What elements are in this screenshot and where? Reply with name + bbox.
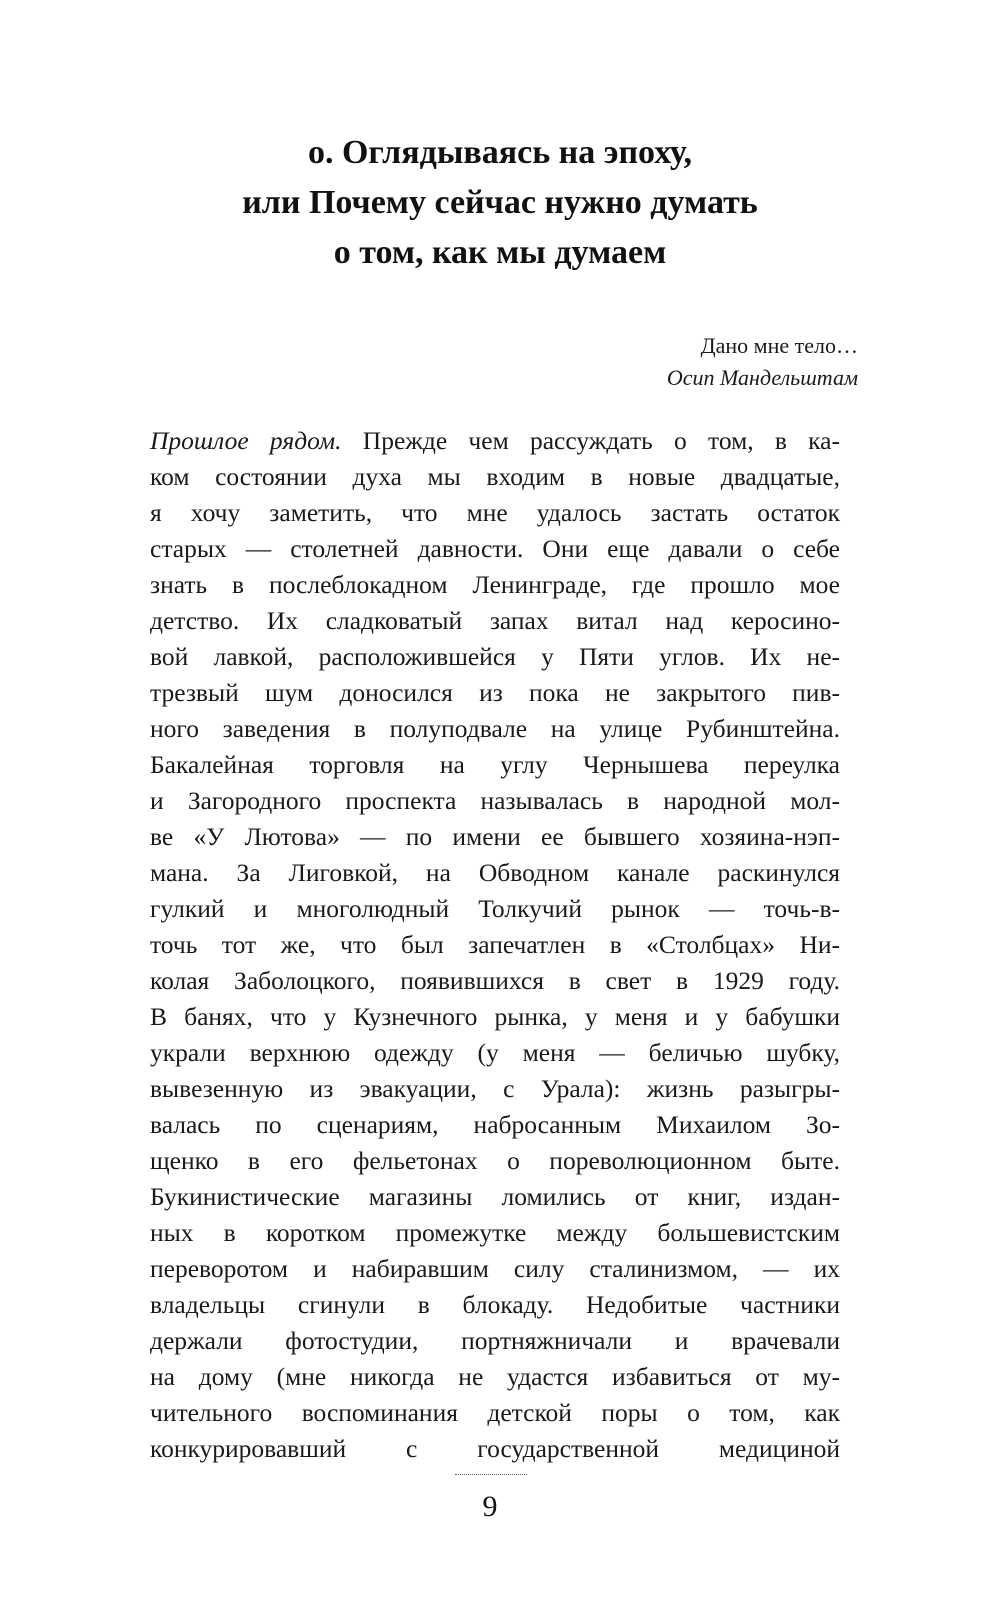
epigraph-author: Осип Мандельштам [666, 365, 858, 390]
body-line: щенко в его фельетонах о пореволюционном быте. [150, 1146, 840, 1175]
lead-italic: Прошлое рядом. [150, 426, 342, 455]
body-line: знать в послеблокадном Ленинграде, где прошло мое [150, 570, 840, 599]
chapter-title-line-3: о том, как мы думаем [333, 234, 667, 271]
body-line: вой лавкой, расположившейся у Пяти углов. Их не- [150, 642, 840, 671]
body-line: Букинистические магазины ломились от книг, издан- [150, 1182, 840, 1211]
body-line: В банях, что у Кузнечного рынка, у меня и у бабушки [150, 1002, 840, 1031]
body-line: мана. За Лиговкой, на Обводном канале раскинулся [150, 858, 840, 887]
body-line: Бакалейная торговля на углу Чернышева переулка [150, 750, 840, 779]
body-line-text: Прежде чем рассуждать о том, в ка- [341, 426, 840, 455]
page-number: 9 [482, 1490, 498, 1523]
body-line: я хочу заметить, что мне удалось застать остаток [150, 498, 840, 527]
body-line: держали фотостудии, портняжничали и врачевали [150, 1326, 840, 1355]
body-line: ного заведения в полуподвале на улице Рубинштейна. [150, 714, 840, 743]
body-line: украли верхнюю одежду (у меня — беличью шубку, [150, 1038, 840, 1067]
body-line: точь тот же, что был запечатлен в «Столбцах» Ни- [150, 930, 840, 959]
epigraph-quote: Дано мне тело… [700, 333, 858, 358]
body-line: ве «У Лютова» — по имени ее бывшего хозяина-нэп- [150, 822, 840, 851]
body-line [150, 423, 840, 459]
body-line: вывезенную из эвакуации, с Урала): жизнь разыгры- [150, 1074, 840, 1103]
body-line: ных в коротком промежутке между большевистским [150, 1218, 840, 1247]
body-line: детство. Их сладковатый запах витал над керосино- [150, 606, 840, 635]
body-line: переворотом и набиравшим силу сталинизмом, — их [150, 1254, 840, 1283]
body-line: и Загородного проспекта называлась в народной мол- [150, 786, 840, 815]
body-line: владельцы сгинули в блокаду. Недобитые частники [150, 1290, 840, 1319]
body-line: трезвый шум доносился из пока не закрытого пив- [150, 678, 840, 707]
body-line: гулкий и многолюдный Толкучий рынок — точь-в- [150, 894, 840, 923]
body-line: старых — столетней давности. Они еще давали о себе [150, 534, 840, 563]
epigraph [667, 330, 858, 394]
chapter-title-line-2: или Почему сейчас нужно думать [242, 184, 758, 221]
body-line: ком состоянии духа мы входим в новые двадцатые, [150, 462, 840, 491]
body-line: на дому (мне никогда не удастся избавиться от му- [150, 1362, 840, 1391]
chapter-title [150, 128, 850, 278]
body-line: конкурировавший с государственной медициной [150, 1434, 840, 1463]
body-line: чительного воспоминания детской поры о том, как [150, 1398, 840, 1427]
body-line: валась по сценариям, набросанным Михаилом Зо- [150, 1110, 840, 1139]
footer-divider [455, 1474, 527, 1475]
body-line: колая Заболоцкого, появившихся в свет в 1929 году. [150, 966, 840, 995]
chapter-title-line-1: о. Оглядываясь на эпоху, [307, 134, 693, 171]
body-text [150, 423, 840, 1467]
